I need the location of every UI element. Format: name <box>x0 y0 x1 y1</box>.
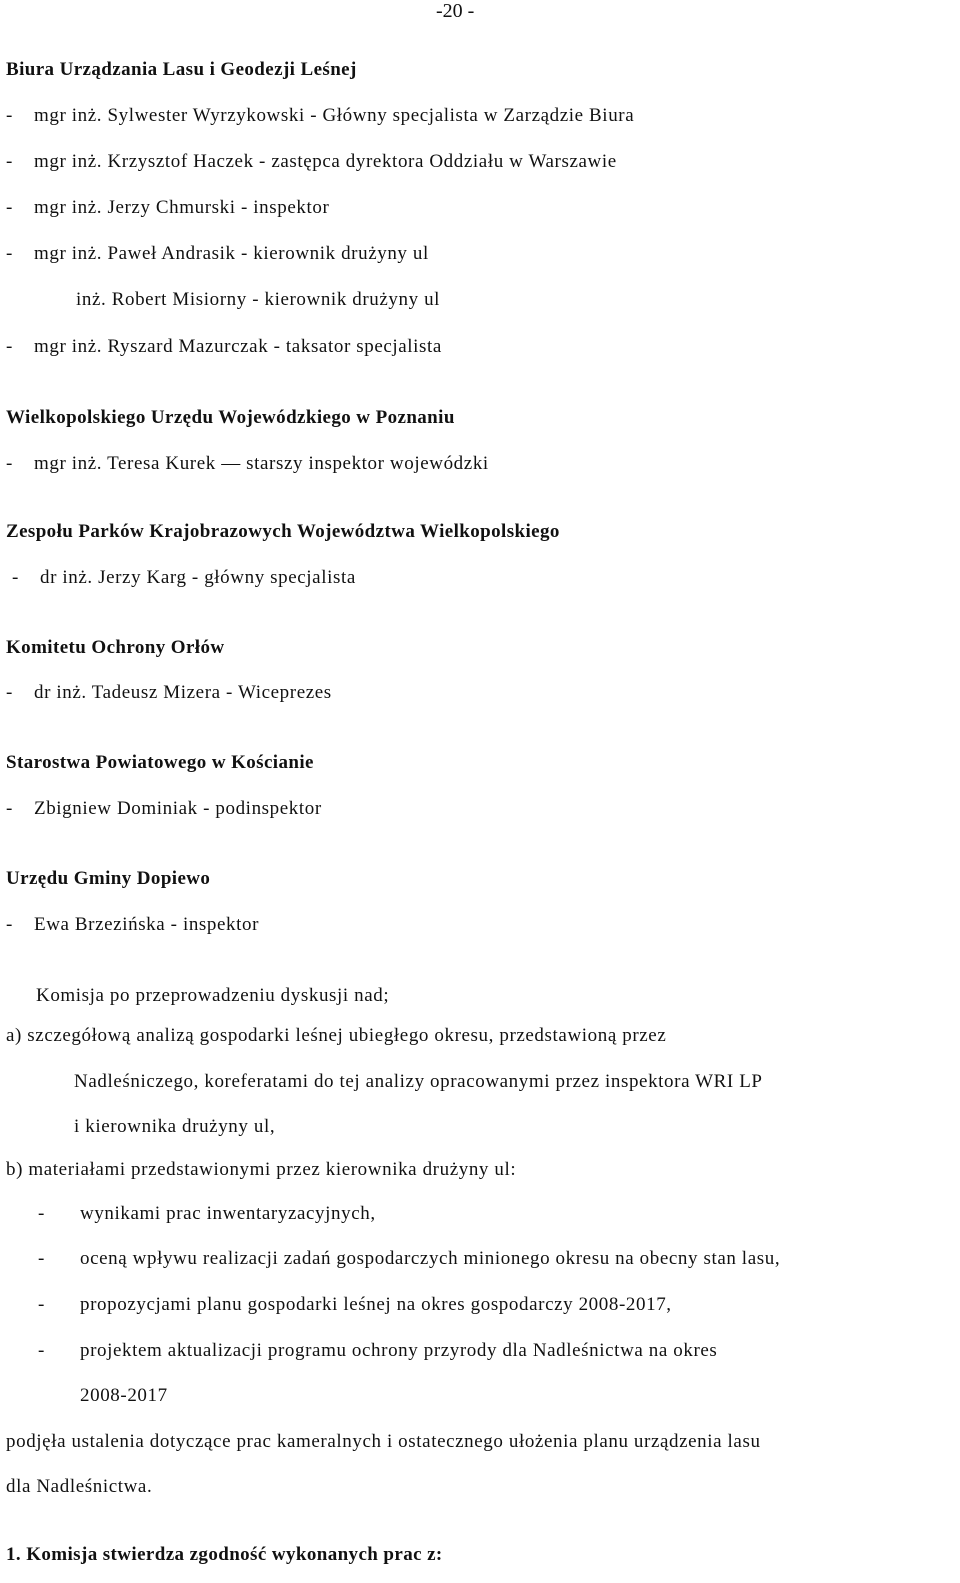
member-line <box>12 568 356 587</box>
member-line <box>76 290 440 309</box>
dash: - <box>6 197 13 218</box>
conclusion-line-2: dla Nadleśnictwa. <box>6 1476 153 1497</box>
member-line <box>6 337 442 356</box>
point-1-heading: 1. Komisja stwierdza zgodność wykonanych prac z: <box>6 1544 443 1565</box>
dash: - <box>38 1248 45 1269</box>
dash: - <box>6 914 13 935</box>
b-list-item-continuation: 2008-2017 <box>80 1385 168 1406</box>
member-text: mgr inż. Teresa Kurek — starszy inspektor wojewódzki <box>34 453 489 474</box>
section-heading-zespolu-parkow: Zespołu Parków Krajobrazowych Województwa Wielkopolskiego <box>6 521 560 542</box>
b-list-text: wynikami prac inwentaryzacyjnych, <box>80 1203 376 1224</box>
b-list-item <box>38 1204 376 1223</box>
dash: - <box>6 682 13 703</box>
dash: - <box>38 1203 45 1224</box>
point-b-line: b) materiałami przedstawionymi przez kierownika drużyny ul: <box>6 1159 517 1180</box>
member-line <box>6 244 429 263</box>
conclusion-line-1: podjęła ustalenia dotyczące prac kameralnych i ostatecznego ułożenia planu urządzenia lasu <box>6 1431 761 1452</box>
dash: - <box>6 798 13 819</box>
member-text: mgr inż. Ryszard Mazurczak - taksator specjalista <box>34 336 442 357</box>
member-text: dr inż. Jerzy Karg - główny specjalista <box>40 567 356 588</box>
member-line <box>6 683 332 702</box>
dash: - <box>38 1340 45 1361</box>
member-line <box>6 454 489 473</box>
member-text: inż. Robert Misiorny - kierownik drużyny ul <box>76 289 441 310</box>
member-text: Ewa Brzezińska - inspektor <box>34 914 260 935</box>
dash: - <box>6 453 13 474</box>
member-text: mgr inż. Jerzy Chmurski - inspektor <box>34 197 330 218</box>
dash: - <box>6 336 13 357</box>
member-text: mgr inż. Sylwester Wyrzykowski - Główny specjalista w Zarządzie Biura <box>34 105 635 126</box>
member-text: mgr inż. Krzysztof Haczek - zastępca dyrektora Oddziału w Warszawie <box>34 151 617 172</box>
section-heading-starostwa: Starostwa Powiatowego w Kościanie <box>6 752 314 773</box>
member-text: mgr inż. Paweł Andrasik - kierownik drużyny ul <box>34 243 429 264</box>
point-a-line-3: i kierownika drużyny ul, <box>74 1116 276 1137</box>
b-list-item <box>38 1341 717 1360</box>
section-heading-urzedu-wojewodzkiego: Wielkopolskiego Urzędu Wojewódzkiego w Poznaniu <box>6 407 455 428</box>
intro-paragraph: Komisja po przeprowadzeniu dyskusji nad; <box>36 985 390 1006</box>
dash: - <box>6 105 13 126</box>
section-heading-biura: Biura Urządzania Lasu i Geodezji Leśnej <box>6 59 357 80</box>
dash: - <box>6 243 13 264</box>
member-line <box>6 915 259 934</box>
member-line <box>6 106 634 125</box>
b-list-item <box>38 1249 780 1268</box>
member-line <box>6 198 329 217</box>
dash: - <box>38 1294 45 1315</box>
b-list-text: oceną wpływu realizacji zadań gospodarczych minionego okresu na obecny stan lasu, <box>80 1248 781 1269</box>
section-heading-komitetu: Komitetu Ochrony Orłów <box>6 637 225 658</box>
b-list-text: projektem aktualizacji programu ochrony przyrody dla Nadleśnictwa na okres <box>80 1340 718 1361</box>
dash: - <box>6 151 13 172</box>
point-a-line-2: Nadleśniczego, koreferatami do tej analizy opracowanymi przez inspektora WRI LP <box>74 1071 763 1092</box>
b-list-text: propozycjami planu gospodarki leśnej na okres gospodarczy 2008-2017, <box>80 1294 672 1315</box>
page-number: -20 - <box>436 0 475 22</box>
point-a-line-1: a) szczegółową analizą gospodarki leśnej ubiegłego okresu, przedstawioną przez <box>6 1025 667 1046</box>
member-line <box>6 152 617 171</box>
dash: - <box>12 567 19 588</box>
member-text: Zbigniew Dominiak - podinspektor <box>34 798 322 819</box>
b-list-item <box>38 1295 672 1314</box>
section-heading-urzedu-gminy: Urzędu Gminy Dopiewo <box>6 868 211 889</box>
member-text: dr inż. Tadeusz Mizera - Wiceprezes <box>34 682 332 703</box>
member-line <box>6 799 322 818</box>
